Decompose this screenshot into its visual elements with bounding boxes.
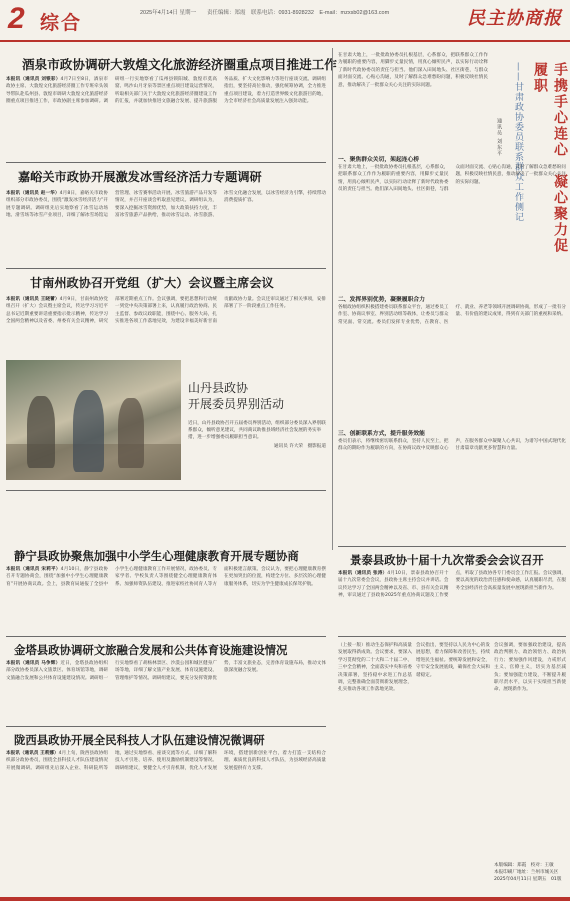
- footer-print: 本报印刷厂地址：兰州市城关区: [494, 870, 559, 875]
- header-meta: 2025年4月14日 星期一 责任编辑：郑霞 联系电话：0931-8928232 E-mail：mzxsb02@163.com: [140, 10, 390, 16]
- article-4-body: [6, 566, 326, 632]
- sidebar-intro: 在甘肃大地上，一批批政协委员扎根基层，心系群众，把联系群众工作作为履职的重要内容，用脚步丈量民情，用真心倾听民声，以实际行动诠释了新时代政协委员的责任与担当。他们深入田间地头、社区街巷，与群众面对面交流、心贴心沟通，及时了解群众急难愁盼问题，积极反映社情民意，推动解决了一批群众关心关注的实际问题。: [338, 53, 488, 88]
- article-3-title: 甘南州政协召开党组（扩大）会议暨主席会议: [30, 276, 274, 290]
- divider: [6, 726, 326, 727]
- article-3-byline: 本报讯（通讯员 王晓蕾）: [6, 297, 60, 302]
- feature-photo: [6, 360, 181, 480]
- page-header: [0, 0, 570, 42]
- article-5-byline: 本报讯（通讯员 马争辉）: [6, 661, 61, 666]
- article-2-body: [6, 190, 326, 264]
- article-5-text: 近日，金塔县政协组织部分政协委员深入文旅景区、体育场馆等地，调研文旅融合发展和公共体育设施建设情况。调研组一行实地察看了胡杨林景区、沙漠公园和城区健身广场等地，详细了解文旅产业发展、体育设施建设、管理维护等情况。调研组建议，要充分发挥资源优势，丰富文旅业态，完善体育设施布局，推动文体旅深度融合发展。: [6, 661, 326, 681]
- divider: [6, 636, 326, 637]
- photo-caption-text: 近日，山丹县政协召开五届委员界别活动，组织部分委员深入界别联系群众，倾听意见建议，共同商议助推县域经济社会发展的务实举措，进一步增强委员履职担当意识。: [188, 421, 326, 440]
- divider: [338, 636, 566, 637]
- sidebar-title: 手携手心连心 凝心聚力促履职: [532, 62, 568, 254]
- article-6-byline: 本报讯（通讯员 王莉娜）: [6, 751, 59, 756]
- article-1-text: 4月7日至8日，酒泉市政协主席、大敦煌文化旅游经济圈工作专班牵头领导带队赴瓜州县、敦煌市调研大敦煌文化旅游经济圈重点项目推进工作，市政协副主席参加调研。调研组一行实地察看了瓜州县锁阳城、敦煌市莫高窟、鸣沙山月牙泉等景区重点项目建设运营情况，听取相关部门关于大敦煌文化旅游经济圈建设工作的汇报，并就加快推进文旅融合发展、提升旅游服务品质、扩大文化影响力等进行座谈交流。调研组指出，要坚持高位推动，强化统筹协调，全力推进重点项目建设，着力打造世界级文化旅游目的地，为全市经济社会高质量发展注入强劲动能。: [6, 77, 326, 105]
- section-name: 综合: [40, 12, 83, 34]
- article-4-text: 4月10日，静宁县政协召开专题协商会，围绕“加强中小学生心理健康教育”开展协商议政。会上，县教育局通报了全县中小学生心理健康教育工作开展情况，政协委员、专家学者、学校负责人等围绕健全心理健康教育体系、加强师资队伍建设、推进家校社协同育人等方面积极建言献策。会议认为，要把心理健康教育摆在更加突出的位置，构建全方位、多层次的心理健康服务体系，切实为学生健康成长保驾护航。: [6, 567, 326, 587]
- column-divider: [332, 48, 333, 550]
- footer-date: 2025年04月11日 星期五 01版: [494, 877, 562, 882]
- article-6-body: [6, 750, 326, 890]
- article-1-body: [6, 76, 326, 158]
- article-7-byline: 本报讯（通讯员 张涛）: [338, 571, 388, 576]
- sidebar-subhead-3: 三、创新联系方式，提升服务效能: [338, 431, 425, 437]
- sidebar-subtitle: ——甘肃政协委员联系群众工作侧记: [513, 62, 523, 222]
- article-1-title: 酒泉市政协调研大敦煌文化旅游经济圈重点项目推进工作: [22, 57, 337, 72]
- article-2-text: 4月8日，嘉峪关市政协组织部分市政协委员，围绕“激发冰雪经济活力”开展专题调研。调研组先后实地察看了冰雪运动场地、滑雪场等冰雪产业项目，详细了解冰雪场馆运营管理、冰雪赛事活动开展、冰雪旅游产品开发等情况，并召开座谈会听取意见建议。调研组认为，要深入挖掘冰雪资源优势，加大政策扶持力度，丰富冰雪旅游产品供给，推动冰雪运动、冰雪旅游、冰雪文化融合发展，以冰雪经济为引擎，持续带动消费提质扩容。: [6, 191, 326, 219]
- sidebar-body-3: 委员们表示，将继续密切联系群众，坚持人民至上，把群众的期盼作为履职的方向，在协商议政中反映群众心声，在服务群众中凝聚人心共识，为谱写中国式现代化甘肃篇章贡献更多智慧和力量。: [338, 439, 566, 452]
- divider: [6, 268, 326, 269]
- footer-bar: [0, 897, 570, 901]
- article-5-body: [6, 660, 326, 722]
- sidebar-body-2: 各级政协组织积极搭建委员联系群众平台，通过委员工作室、协商议事室、界别活动组等载体，让委员与群众常见面、常交流。委员们发挥专业优势，在教育、医疗、就业、养老等领域开展调研协商，形成了一批有分量、有价值的建议成果，得到有关部门的重视和采纳。: [338, 305, 566, 325]
- divider: [6, 162, 326, 163]
- article-7-body: [338, 570, 566, 632]
- photo-credit: 通讯员 许大荣 摄影报道: [274, 444, 326, 449]
- footer-info: [494, 862, 566, 883]
- article-2-byline: 本报讯（通讯员 赵一华）: [6, 191, 60, 196]
- continued-body-3: 会议强调，要加强政治建设，提高政治判断力、政治领悟力、政治执行力；要加强作风建设，力戒形式主义、官僚主义，切实为基层减负；要加强能力建设，不断提升履职尽责水平，以实干实绩担当新使命、展现新作为。: [494, 643, 566, 693]
- article-6-title: 陇西县政协开展全民科技人才队伍建设情况微调研: [14, 733, 265, 747]
- footer-editor: 本版编辑：郑霞 校对：王敏: [494, 863, 554, 868]
- article-1-byline: 本报讯（通讯员 刘银彩）: [6, 77, 61, 82]
- photo-title: 山丹县政协 开展委员界别活动: [188, 381, 285, 411]
- sidebar-body-1: 在甘肃大地上，一批批政协委员扎根基层，心系群众，把联系群众工作作为履职的重要内容，用脚步丈量民情，用真心倾听民声，以实际行动诠释了新时代政协委员的责任与担当。他们深入田间地头、社区街巷，与群众面对面交流、心贴心沟通，及时了解群众急难愁盼问题，积极反映社情民意，推动解决了一批群众关心关注的实际问题。: [338, 165, 566, 193]
- page-number: 2: [8, 2, 25, 35]
- article-7-text: 4月10日，景泰县政协召开十届十九次常委会会议，县政协主席主持会议并讲话。会议传达学习了全国两会精神以及省、市、县有关会议精神，审议通过了县政协2025年重点协商议题及工作要点，听取了县政协各专门委员会工作汇报。会议强调，要以高度的政治责任感和使命感，认真履职尽责，在服务全县经济社会高质量发展中展现新担当新作为。: [338, 571, 566, 599]
- article-3-body: [6, 296, 326, 354]
- continued-body-2: 会议指出，要坚持以人民为中心的发展思想，着力保障和改善民生，持续增进民生福祉。要统筹发展和安全，守牢安全发展底线，确保社会大局和谐稳定。: [416, 643, 490, 678]
- divider: [338, 546, 566, 547]
- continued-body-1: （上接一版）推动生态保护和高质量发展取得新成效。会议要求，要深入学习贯彻党的二十大和二十届二中、三中全会精神，全面落实中央和省委决策部署，坚持稳中求进工作总基调，完整准确全面贯彻新发展理念，扎实推动各项工作落地见效。: [338, 643, 412, 693]
- masthead: 民主协商报: [467, 8, 562, 29]
- photo-caption: [188, 420, 326, 450]
- article-2-title: 嘉峪关市政协开展激发冰雪经济活力专题调研: [18, 170, 262, 184]
- article-3-text: 4月9日，甘南州政协党组召开（扩大）会议暨主席会议，传达学习习近平总书记近期重要讲话重要指示批示精神，传达学习全国两会精神以及省委、州委有关会议精神，研究部署近期重点工作。会议强调，要把思想和行动统一到党中央决策部署上来，认真履行政治协商、民主监督、参政议政职能，围绕中心、服务大局，扎实推进各项工作落地见效，为建设幸福美好新甘南贡献政协力量。会议还审议通过了相关事项，安排部署了下一阶段重点工作任务。: [6, 297, 326, 325]
- article-6-text: 4月上旬，陇西县政协组织部分政协委员，围绕全县科技人才队伍建设情况开展微调研。调研组先后深入企业、科研院所等地，通过实地察看、座谈交流等方式，详细了解科技人才引进、培养、使用及激励机制建设等情况。调研组建议，要健全人才引育机制，优化人才发展环境，搭建创新创业平台，着力打造一支结构合理、素质优良的科技人才队伍，为县域经济高质量发展提供有力支撑。: [6, 751, 326, 771]
- sidebar-author: 通讯员 刘东平: [496, 118, 502, 157]
- sidebar-subhead-1: 一、聚焦群众关切，架起连心桥: [338, 157, 420, 163]
- article-7-title: 景泰县政协十届十九次常委会会议召开: [350, 553, 544, 567]
- article-4-byline: 本报讯（通讯员 宋莉平）: [6, 567, 61, 572]
- article-5-title: 金塔县政协调研文旅融合发展和公共体育设施建设情况: [14, 643, 288, 657]
- article-4-title: 静宁县政协聚焦加强中小学生心理健康教育开展专题协商: [14, 549, 299, 563]
- sidebar-subhead-2: 二、发挥界别优势，凝聚履职合力: [338, 297, 425, 303]
- divider: [6, 490, 326, 491]
